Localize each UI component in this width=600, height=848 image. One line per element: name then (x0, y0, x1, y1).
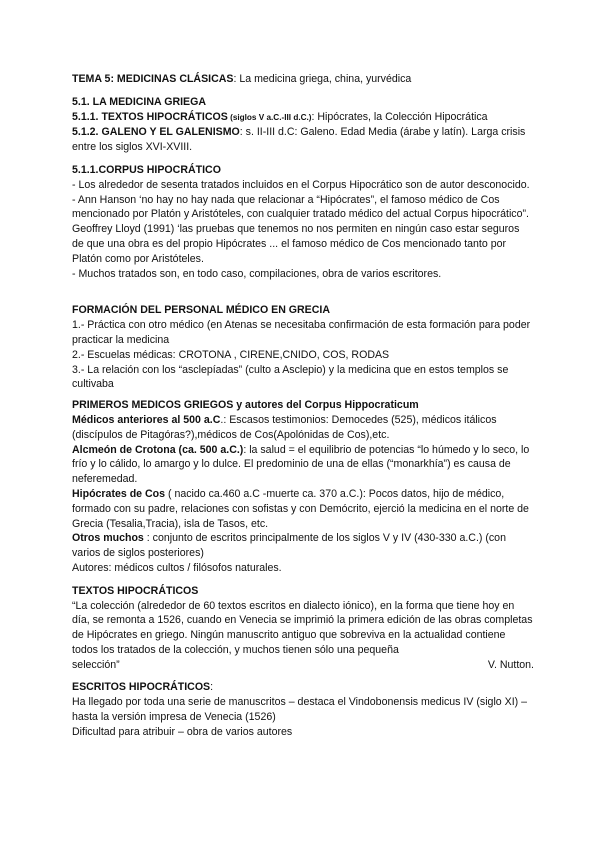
primeros-item-1-bold: Médicos anteriores al 500 a.C (72, 413, 221, 426)
textos-quote-end-line (72, 658, 534, 673)
escritos-paragraph-2: Dificultad para atribuir – obra de varios autores (72, 725, 293, 738)
formacion-item-1: 1.- Práctica con otro médico (en Atenas se necesitaba confirmación de esta formación para poder practicar la medicina (72, 319, 531, 346)
corpus-paragraph-2: - Ann Hanson ‘no hay no hay nada que relacionar a “Hipócrates”, el famoso médico de Cos mencionado por Platón y Aristóteles, con cualquier tratado médico del actual Corpus hipocrático”. (72, 193, 529, 221)
corpus-heading: 5.1.1.CORPUS HIPOCRÁTICO (72, 163, 221, 176)
primeros-item-4 (72, 531, 534, 561)
subsection-5-1-1-small: (siglos V a.C.-III d.C.) (227, 112, 312, 122)
formacion-item-3: 3.- La relación con los “asclepíadas” (culto a Asclepio) y la medicina que en estos templos se cultivaba (72, 363, 509, 391)
primeros-item-4-bold: Otros muchos (72, 532, 144, 545)
textos-quote-end: selección” (72, 658, 120, 671)
document-page (72, 72, 534, 740)
corpus-paragraph-1: - Los alrededor de sesenta tratados incluidos en el Corpus Hipocrático son de autor desconocido. (72, 178, 530, 191)
primeros-autores: Autores: médicos cultos / filósofos naturales. (72, 561, 282, 574)
subsection-5-1-1-bold: 5.1.1. TEXTOS HIPOCRÁTICOS (72, 110, 228, 123)
primeros-item-1-rest: .: Escasos testimonios: Democedes (525), médicos itálicos (discípulos de Pitagóras?),médicos de Cos(Apolónidas de Cos),etc. (72, 413, 497, 441)
section-5-1-heading: 5.1. LA MEDICINA GRIEGA (72, 95, 207, 108)
escritos-heading-bold: ESCRITOS HIPOCRÁTICOS (72, 681, 211, 694)
subsection-5-1-2-bold: 5.1.2. GALENO Y EL GALENISMO (72, 126, 240, 139)
tema-title-bold: TEMA 5: MEDICINAS CLÁSICAS (72, 73, 234, 85)
primeros-item-3-bold: Hipócrates de Cos (72, 487, 166, 500)
formacion-heading: FORMACIÓN DEL PERSONAL MÉDICO EN GRECIA (72, 304, 330, 317)
formacion-item-2: 2.- Escuelas médicas: CROTONA , CIRENE,CNIDO, COS, RODAS (72, 348, 390, 361)
corpus-paragraph-3: Geoffrey Lloyd (1991) ‘las pruebas que tenemos no nos permiten en ningún caso estar seguros de que una obra es del propio Hipócrates ... el famoso médico de Cos mencionado tanto por Platón como por Aristóteles. (72, 223, 520, 265)
primeros-item-2-rest: : la salud = el equilibrio de potencias “lo húmedo y lo seco, lo frío y lo cálido, lo amargo y lo dulce. El predominio de una de ellas (“monarkhía”) es causa de neferemedad. (72, 443, 530, 486)
primeros-item-3 (72, 487, 534, 531)
escritos-heading-colon: : (210, 681, 214, 694)
tema-title (72, 72, 534, 87)
primeros-item-4-rest: : conjunto de escritos principalmente de los siglos V y IV (430-330 a.C.) (con varios de siglos posteriores) (72, 532, 506, 560)
subsection-5-1-1 (72, 110, 534, 126)
primeros-item-2-bold: Alcmeón de Crotona (ca. 500 a.C.) (72, 443, 244, 456)
textos-heading: TEXTOS HIPOCRÁTICOS (72, 584, 199, 597)
corpus-paragraph-4: - Muchos tratados son, en todo caso, compilaciones, obra de varios escritores. (72, 267, 442, 280)
subsection-5-1-1-rest: : Hipócrates, la Colección Hipocrática (311, 110, 488, 123)
tema-title-rest: : La medicina griega, china, yurvédica (233, 73, 412, 85)
subsection-5-1-2-rest: : s. II-III d.C: Galeno. Edad Media (árabe y latín). Larga crisis entre los siglos XVI-XVIII. (72, 126, 526, 154)
primeros-item-3-rest: ( nacido ca.460 a.C -muerte ca. 370 a.C.): Pocos datos, hijo de médico, formado con su padre, relaciones con sofistas y con Demócrito, ejerció la medicina en el norte de Grecia (Tesalia,Tracia), isla de Tasos, etc. (72, 487, 529, 530)
escritos-paragraph-1: Ha llegado por toda una serie de manuscritos – destaca el Vindobonensis medicus IV (siglo XI) – hasta la versión impresa de Venecia (1526) (72, 696, 528, 724)
primeros-item-1 (72, 413, 534, 443)
escritos-heading (72, 680, 534, 695)
primeros-heading: PRIMEROS MEDICOS GRIEGOS y autores del Corpus Hippocraticum (72, 399, 419, 412)
subsection-5-1-2 (72, 125, 534, 155)
primeros-item-2 (72, 443, 534, 487)
textos-quote-author: V. Nutton. (487, 658, 534, 671)
textos-quote: “La colección (alrededor de 60 textos escritos en dialecto iónico), en la forma que tiene hoy en día, se remonta a 1526, cuando en Venecia se imprimió la primera edición de las obras completas de Hipócrates en griego. Ningún manuscrito antiguo que sobreviva en la actualidad contiene todos los tratados de la colección, y muchos tienen sólo una pequeña (72, 599, 533, 656)
